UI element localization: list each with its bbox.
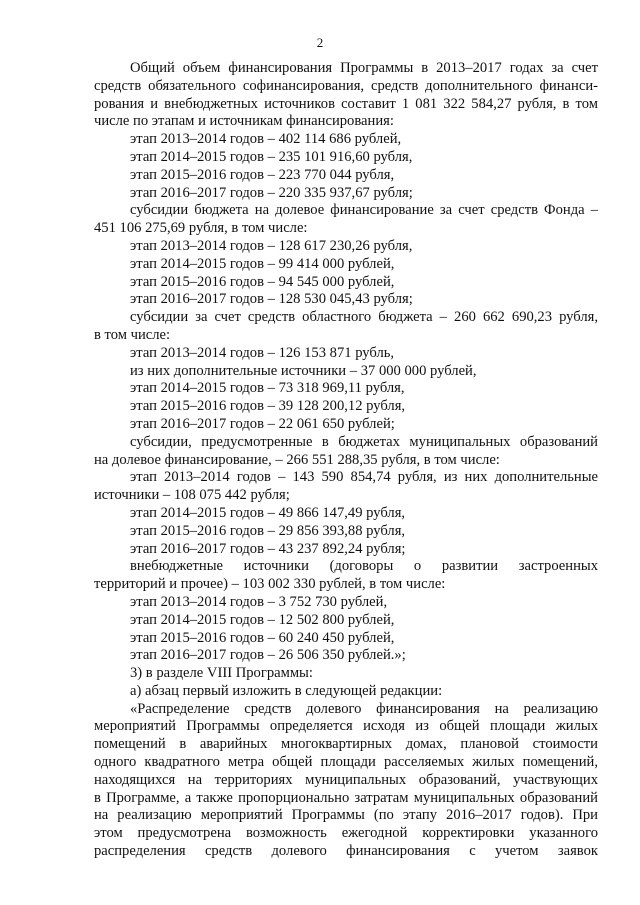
text-line: этап 2015–2016 годов – 60 240 450 рублей, — [130, 629, 395, 646]
text-line: субсидии, предусмотренные в бюджетах муниципальных образований — [130, 433, 598, 450]
text-line: территорий и прочее) – 103 002 330 рублей, в том числе: — [94, 576, 446, 593]
text-line: Общий объем финансирования Программы в 2013–2017 годах за счет — [130, 60, 598, 76]
text-line: этап 2016–2017 годов – 43 237 892,24 рубля; — [130, 540, 406, 557]
text-line: распределения средств долевого финансирования с учетом заявок — [94, 843, 598, 860]
text-line: 451 106 275,69 рубля, в том числе: — [94, 220, 308, 237]
text-line: находящихся на территориях муниципальных образований, участвующих — [94, 771, 598, 788]
text-line: в Программе, а также пропорционально затратам муниципальных образований — [94, 789, 598, 806]
text-line: а) абзац первый изложить в следующей редакции: — [130, 682, 443, 699]
text-line: «Распределение средств долевого финансирования на реализацию — [130, 700, 598, 717]
text-line: средств обязательного софинансирования, средств дополнительного финанси- — [94, 77, 598, 94]
text-line: этап 2013–2014 годов – 3 752 730 рублей, — [130, 593, 388, 610]
text-line: этап 2016–2017 годов – 128 530 045,43 рубля; — [130, 291, 413, 308]
text-line: этап 2014–2015 годов – 99 414 000 рублей, — [130, 255, 395, 272]
text-line: на долевое финансирование, – 266 551 288,35 рубля, в том числе: — [94, 451, 500, 468]
text-line: этап 2013–2014 годов – 402 114 686 рублей, — [130, 131, 402, 148]
text-line: этап 2014–2015 годов – 12 502 800 рублей, — [130, 611, 395, 628]
text-line: этап 2014–2015 годов – 235 101 916,60 рубля, — [130, 148, 413, 165]
text-line: этап 2016–2017 годов – 26 506 350 рублей.»; — [130, 647, 406, 664]
text-line: этап 2015–2016 годов – 39 128 200,12 рубля, — [130, 398, 406, 415]
text-line: этап 2013–2014 годов – 128 617 230,26 рубля, — [130, 237, 413, 254]
text-line: этап 2016–2017 годов – 220 335 937,67 рубля; — [130, 184, 413, 201]
text-line: одного квадратного метра общей площади расселяемых жилых помещений, — [94, 754, 598, 771]
text-line: внебюджетные источники (договоры о развитии застроенных — [130, 558, 598, 575]
text-line: этап 2015–2016 годов – 223 770 044 рубля, — [130, 166, 395, 183]
text-line: мероприятий Программы определяется исходя из общей площади жилых — [94, 718, 598, 735]
text-line: этап 2013–2014 годов – 143 590 854,74 рубля, из них дополнительные — [130, 469, 598, 486]
text-line: субсидии бюджета на долевое финансирование за счет средств Фонда – — [130, 202, 598, 219]
text-line: рования и внебюджетных источников составит 1 081 322 584,27 рубля, в том — [94, 95, 598, 112]
text-line: из них дополнительные источники – 37 000 000 рублей, — [130, 362, 477, 379]
text-line: источники – 108 075 442 рубля; — [94, 487, 290, 504]
text-line: этап 2016–2017 годов – 22 061 650 рублей; — [130, 415, 395, 432]
text-line: этап 2015–2016 годов – 29 856 393,88 рубля, — [130, 522, 406, 539]
text-line: в том числе: — [94, 326, 171, 343]
text-line: помещений в аварийных многоквартирных домах, плановой стоимости — [94, 736, 598, 753]
document-body — [94, 60, 598, 861]
text-line: на реализацию мероприятий Программы (по этапу 2016–2017 годов). При — [94, 807, 598, 824]
text-line: этап 2014–2015 годов – 49 866 147,49 рубля, — [130, 504, 406, 521]
text-line: 3) в разделе VIII Программы: — [130, 665, 313, 682]
text-line: этап 2015–2016 годов – 94 545 000 рублей, — [130, 273, 395, 290]
page-number: 2 — [316, 35, 324, 50]
text-line: этом предусмотрена возможность ежегодной корректировки указанного — [94, 825, 598, 842]
text-line: этап 2013–2014 годов – 126 153 871 рубль, — [130, 344, 395, 361]
text-line: числе по этапам и источникам финансирования: — [94, 113, 394, 130]
text-line: субсидии за счет средств областного бюджета – 260 662 690,23 рубля, — [130, 309, 598, 326]
text-line: этап 2014–2015 годов – 73 318 969,11 рубля, — [130, 380, 405, 397]
